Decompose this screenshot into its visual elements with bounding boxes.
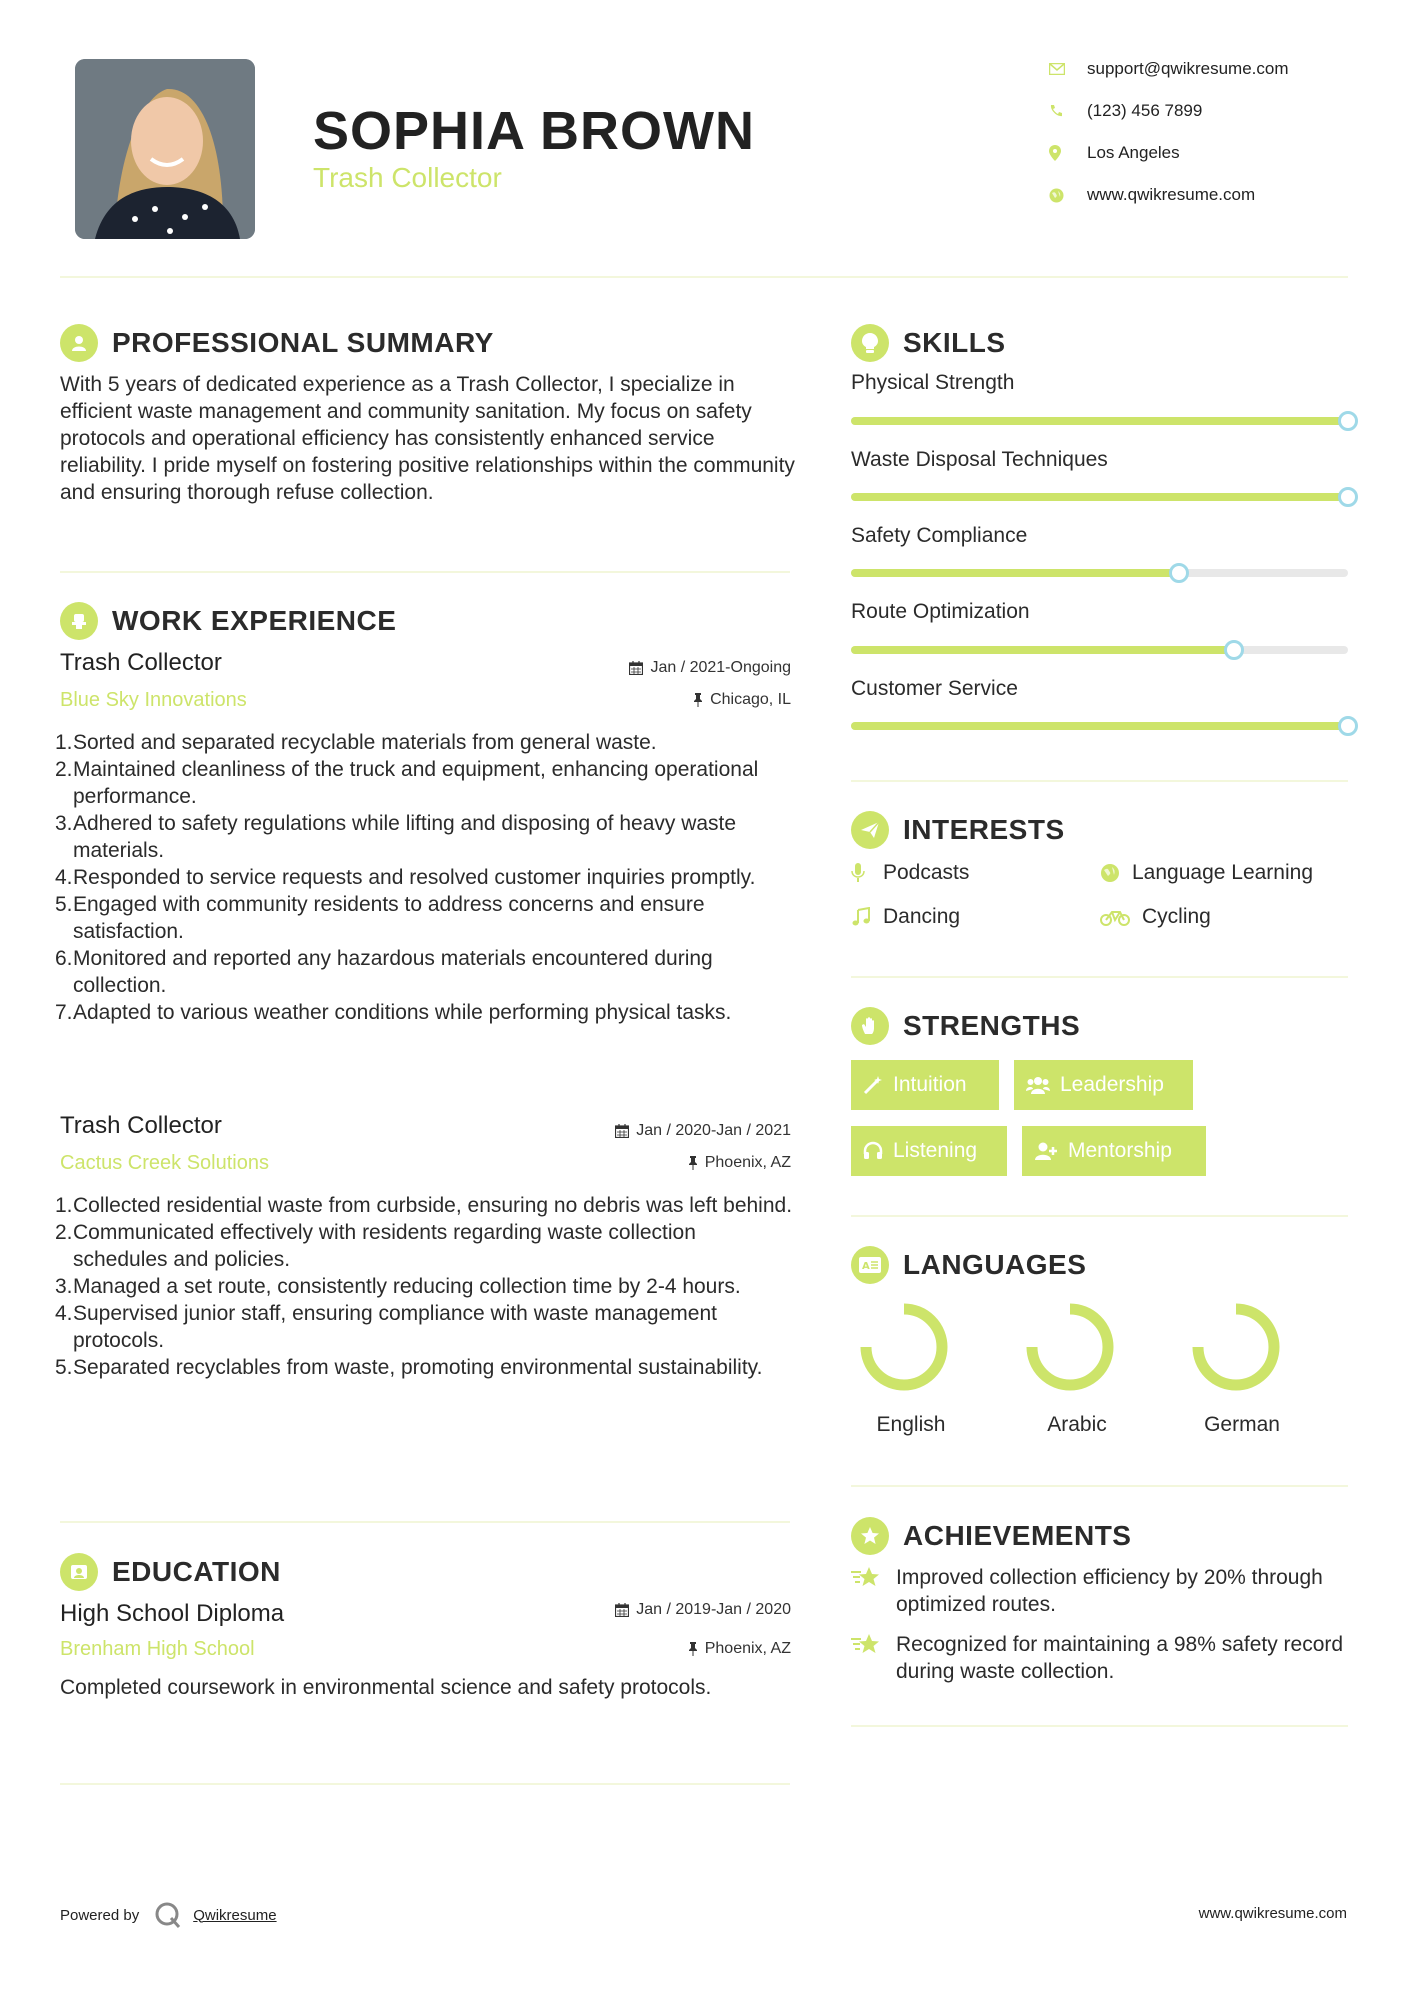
experience-heading: WORK EXPERIENCE <box>112 605 397 636</box>
pushpin-icon <box>693 693 703 707</box>
language-label: English <box>876 1413 946 1436</box>
interests-heading: INTERESTS <box>903 814 1065 845</box>
experience-header <box>60 601 396 641</box>
user-icon <box>60 324 98 362</box>
bicycle-icon <box>1100 908 1132 926</box>
hand-icon <box>851 1007 889 1045</box>
interests-header <box>851 810 1065 850</box>
svg-text:A: A <box>862 1261 870 1272</box>
interest-item: Podcasts <box>851 861 969 885</box>
skill-bar-fill <box>851 493 1348 501</box>
summary-heading: PROFESSIONAL SUMMARY <box>112 327 494 358</box>
list-item: 4. Supervised junior staff, ensuring compliance with waste management protocols. <box>55 1302 717 1352</box>
qwikresume-link[interactable]: Qwikresume <box>193 1906 277 1924</box>
skill-bar <box>851 646 1348 654</box>
user-plus-icon <box>1034 1141 1058 1161</box>
education-text: Completed coursework in environmental science and safety protocols. <box>60 1676 712 1699</box>
education-header <box>60 1552 281 1592</box>
language-label: German <box>1204 1413 1280 1436</box>
language-rings <box>846 1294 1356 1414</box>
star-icon <box>851 1564 896 1618</box>
strength-chip: Mentorship <box>1022 1126 1206 1176</box>
users-icon <box>1026 1075 1050 1095</box>
achievements-header <box>851 1516 1131 1556</box>
skill-bar-fill <box>851 646 1234 654</box>
language-ring <box>1198 1309 1274 1385</box>
map-pin-icon <box>1049 145 1087 161</box>
job-2-date: Jan / 2020-Jan / 2021 <box>500 1122 791 1140</box>
skills-divider <box>851 780 1348 782</box>
job-1-company: Blue Sky Innovations <box>60 689 247 711</box>
footer-website[interactable]: www.qwikresume.com <box>1198 1905 1347 1922</box>
education-location: Phoenix, AZ <box>500 1640 791 1658</box>
language-ring <box>1032 1309 1108 1385</box>
list-item: 5. Engaged with community residents to address concerns and ensure satisfaction. <box>55 893 705 943</box>
calendar-icon <box>615 1603 629 1617</box>
summary-header <box>60 323 494 363</box>
list-item: 6. Monitored and reported any hazardous materials encountered during collection. <box>55 947 713 997</box>
job-1-location: Chicago, IL <box>500 691 791 709</box>
job-1-title: Trash Collector <box>60 649 222 676</box>
skill-bar <box>851 493 1348 501</box>
strength-chip: Listening <box>851 1126 1007 1176</box>
education-heading: EDUCATION <box>112 1556 281 1587</box>
list-item: 1. Collected residential waste from curbside, ensuring no debris was left behind. <box>55 1194 793 1217</box>
education-date: Jan / 2019-Jan / 2020 <box>500 1601 791 1619</box>
skill-label: Waste Disposal Techniques <box>851 448 1108 471</box>
pushpin-icon <box>688 1156 698 1170</box>
list-item: 5. Separated recyclables from waste, promoting environmental sustainability. <box>55 1356 763 1379</box>
education-divider <box>60 1783 790 1785</box>
calendar-icon <box>629 661 643 675</box>
skill-bar-knob <box>1338 487 1358 507</box>
skill-bar <box>851 722 1348 730</box>
list-item: 3. Managed a set route, consistently reducing collection time by 2-4 hours. <box>55 1275 741 1298</box>
skill-bar-knob <box>1169 563 1189 583</box>
skill-label: Safety Compliance <box>851 524 1028 547</box>
skill-bar-fill <box>851 569 1179 577</box>
interest-item: Cycling <box>1100 905 1211 929</box>
music-note-icon <box>851 907 883 927</box>
skills-header <box>851 323 1006 363</box>
interest-item: Dancing <box>851 905 960 929</box>
language-icon <box>851 1246 889 1284</box>
profile-photo <box>75 59 255 239</box>
globe-icon <box>1100 863 1132 883</box>
list-item: 4. Responded to service requests and resolved customer inquiries promptly. <box>55 866 756 889</box>
skill-bar-fill <box>851 722 1348 730</box>
education-degree: High School Diploma <box>60 1600 285 1627</box>
strengths-header <box>851 1006 1080 1046</box>
list-item: 7. Adapted to various weather conditions while performing physical tasks. <box>55 1001 732 1024</box>
microphone-icon <box>851 863 883 883</box>
skills-heading: SKILLS <box>903 327 1006 358</box>
strength-chip: Leadership <box>1014 1060 1193 1110</box>
job-2-company: Cactus Creek Solutions <box>60 1152 269 1174</box>
strengths-heading: STRENGTHS <box>903 1010 1081 1041</box>
summary-divider <box>60 571 790 573</box>
interests-divider <box>851 976 1348 978</box>
achievement-item: Improved collection efficiency by 20% through optimized routes. <box>851 1564 1348 1618</box>
globe-icon <box>1049 188 1087 203</box>
job-2-title: Trash Collector <box>60 1112 222 1139</box>
paper-plane-icon <box>851 811 889 849</box>
graduation-icon <box>60 1553 98 1591</box>
languages-divider <box>851 1485 1348 1487</box>
achievement-item: Recognized for maintaining a 98% safety record during waste collection. <box>851 1631 1348 1685</box>
list-item: 3. Adhered to safety regulations while lifting and disposing of heavy waste materials. <box>55 812 737 862</box>
headphones-icon <box>863 1141 883 1161</box>
phone-icon <box>1049 104 1087 118</box>
contact-location: Los Angeles <box>1049 139 1379 167</box>
interest-item: Language Learning <box>1100 861 1313 885</box>
job-1-date: Jan / 2021-Ongoing <box>500 659 791 677</box>
list-item: 1. Sorted and separated recyclable materials from general waste. <box>55 731 657 754</box>
list-item: 2. Maintained cleanliness of the truck and equipment, enhancing operational performance. <box>55 758 759 808</box>
star-icon <box>851 1517 889 1555</box>
magic-wand-icon <box>863 1075 883 1095</box>
summary-text: With 5 years of dedicated experience as a Trash Collector, I specialize in efficient waste management and community sanitation. My focus on safety protocols and operational efficiency has consistently enhanced service reliability. I pride myself on fostering positive relationships within the community and ensuring thorough refuse collection. <box>60 373 795 504</box>
skill-bar-fill <box>851 417 1348 425</box>
strengths-divider <box>851 1215 1348 1217</box>
job-1-bullets <box>55 729 795 1026</box>
job-2-bullets <box>55 1192 795 1381</box>
experience-divider <box>60 1521 790 1523</box>
language-ring <box>866 1309 942 1385</box>
contact-email[interactable]: support@qwikresume.com <box>1049 55 1379 83</box>
contact-phone[interactable]: (123) 456 7899 <box>1049 97 1379 125</box>
lightbulb-icon <box>851 324 889 362</box>
envelope-icon <box>1049 63 1087 75</box>
achievements-divider <box>851 1725 1348 1727</box>
job-2-location: Phoenix, AZ <box>500 1154 791 1172</box>
skill-bar <box>851 417 1348 425</box>
skill-label: Customer Service <box>851 677 1018 700</box>
education-school: Brenham High School <box>60 1638 255 1660</box>
header-divider <box>60 276 1348 278</box>
list-item: 2. Communicated effectively with residents regarding waste collection schedules and policies. <box>55 1221 696 1271</box>
footer-powered-by: Powered by Qwikresume <box>60 1900 277 1930</box>
candidate-title: Trash Collector <box>313 162 502 193</box>
skill-bar-knob <box>1338 716 1358 736</box>
strength-chip: Intuition <box>851 1060 999 1110</box>
calendar-icon <box>615 1124 629 1138</box>
achievements-heading: ACHIEVEMENTS <box>903 1520 1132 1551</box>
pushpin-icon <box>688 1642 698 1656</box>
skill-bar-knob <box>1224 640 1244 660</box>
language-label: Arabic <box>1047 1413 1107 1436</box>
briefcase-icon <box>60 602 98 640</box>
skill-label: Physical Strength <box>851 371 1015 394</box>
star-icon <box>851 1631 896 1685</box>
contact-website[interactable]: www.qwikresume.com <box>1049 181 1379 209</box>
qwikresume-logo-icon <box>153 1900 183 1930</box>
skill-bar-knob <box>1338 411 1358 431</box>
skill-label: Route Optimization <box>851 600 1030 623</box>
skill-bar <box>851 569 1348 577</box>
languages-heading: LANGUAGES <box>903 1249 1087 1280</box>
candidate-name: SOPHIA BROWN <box>313 101 755 161</box>
languages-header <box>851 1245 1086 1285</box>
